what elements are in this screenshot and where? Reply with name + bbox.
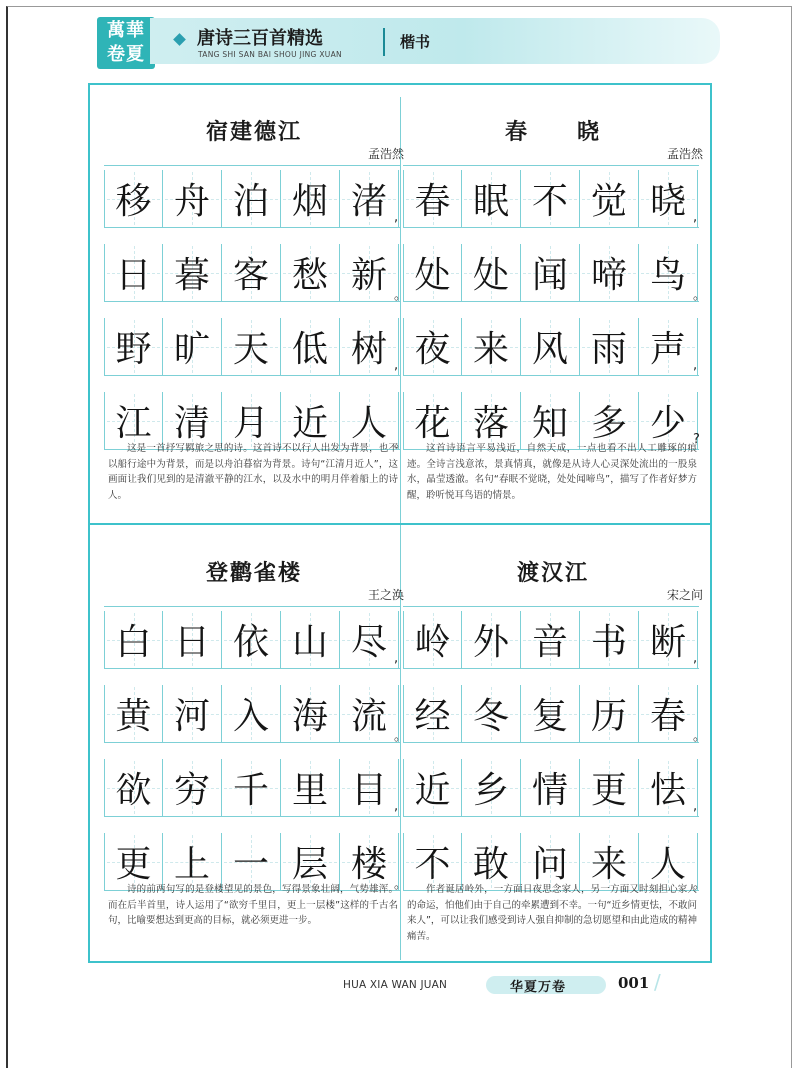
character-cell [163,685,222,742]
character-cell [222,170,281,227]
calligraphy-character: 历 [590,696,627,737]
character-cell [163,244,222,301]
calligraphy-character: 敢 [472,844,509,885]
calligraphy-character: 花 [414,403,451,444]
calligraphy-character: 欲 [115,770,152,811]
calligraphy-character: 处 [414,255,451,296]
character-grid [104,606,408,892]
character-cell [639,685,698,742]
character-cell [281,759,340,816]
calligraphy-character: 山 [291,622,328,663]
character-cell [580,170,639,227]
calligraphy-character: 旷 [173,329,210,370]
script-style-label: 楷书 [400,33,431,51]
calligraphy-character: 春 [414,181,451,222]
calligraphy-character: 更 [115,844,152,885]
footer-pinyin: HUA XIA WAN JUAN [343,979,448,991]
calligraphy-character: 上 [173,844,210,885]
poem-title: 宿建德江 [205,119,302,145]
calligraphy-character: 夜 [414,329,451,370]
calligraphy-character: 觉 [590,181,627,222]
grid-row [403,244,707,303]
punctuation-mark: , [394,210,399,225]
grid-row [403,759,699,817]
character-cell [163,611,222,668]
poem-description: 诗的前两句写的是登楼望见的景色，写得景象壮阔，气势雄浑。而在后半首里，诗人运用了“欲穷千里目，更上一层楼”这样的千古名句，比喻要想达到更高的目标，就必须更进一步。 [108,884,398,926]
page-number: 001 [618,974,650,992]
punctuation-mark: , [693,210,698,225]
calligraphy-character: 天 [232,329,269,370]
character-cell [521,685,580,742]
grid-row [104,685,408,744]
character-cell [403,611,462,668]
calligraphy-character: 落 [472,403,509,444]
calligraphy-character: 多 [590,403,627,444]
character-cell [580,759,639,816]
character-cell [163,170,222,227]
character-cell [403,244,462,301]
calligraphy-character: 野 [115,329,152,370]
calligraphy-character: 楼 [350,844,387,885]
character-cell [281,318,340,375]
character-cell [281,170,340,227]
calligraphy-character: 目 [350,770,387,811]
calligraphy-character: 河 [173,696,210,737]
calligraphy-character: 声 [649,329,686,370]
calligraphy-character: 春 [649,696,686,737]
calligraphy-character: 鸟 [649,255,686,296]
calligraphy-character: 啼 [590,255,627,296]
calligraphy-character: 依 [232,622,269,663]
calligraphy-character: 雨 [590,329,627,370]
footer-slash-decoration: / [654,970,661,994]
calligraphy-character: 一 [232,844,269,885]
grid-row [403,170,699,228]
book-title-pinyin: TANG SHI SAN BAI SHOU JING XUAN [198,50,342,59]
punctuation-mark: 。 [693,729,707,744]
calligraphy-character: 近 [291,403,328,444]
calligraphy-character: 江 [115,403,152,444]
character-grid [104,165,408,451]
character-cell [340,759,399,816]
character-cell [462,318,521,375]
poem-description: 这首诗语言平易浅近，自然天成，一点也看不出人工雕琢的痕迹。全诗言浅意浓，景真情真，就像是从诗人心灵深处流出的一股泉水，晶莹透澈。名句“春眠不觉晓，处处闻啼鸟”，描写了作者好梦方醒，聆听悦耳鸟语的情景。 [407,443,697,501]
character-cell [104,759,163,816]
calligraphy-character: 晓 [649,181,686,222]
grid-row [403,833,707,892]
header-divider [383,28,385,56]
character-cell [521,244,580,301]
calligraphy-character: 眠 [472,181,509,222]
calligraphy-character: 里 [291,770,328,811]
calligraphy-character: 岭 [414,622,451,663]
calligraphy-character: 入 [232,696,269,737]
grid-row [403,318,699,376]
calligraphy-character: 尽 [350,622,387,663]
character-cell [580,685,639,742]
calligraphy-character: 不 [531,181,568,222]
poem-block [104,97,412,501]
calligraphy-character: 闻 [531,255,568,296]
punctuation-mark: ? [693,432,700,447]
character-cell [580,318,639,375]
calligraphy-character: 处 [472,255,509,296]
calligraphy-character: 书 [590,622,627,663]
punctuation-mark: , [394,358,399,373]
grid-row [403,611,699,669]
punctuation-mark: 。 [394,436,408,451]
calligraphy-character: 来 [472,329,509,370]
punctuation-mark: 。 [693,877,707,892]
character-cell [639,318,698,375]
grid-row [104,318,400,376]
calligraphy-character: 泊 [232,181,269,222]
poem-author: 孟浩然 [666,147,703,161]
character-cell [340,318,399,375]
calligraphy-character: 穷 [173,770,210,811]
poem-author: 孟浩然 [367,147,404,161]
character-cell [403,759,462,816]
calligraphy-character: 层 [291,844,328,885]
grid-row [403,392,699,450]
calligraphy-character: 烟 [291,181,328,222]
punctuation-mark: , [693,799,698,814]
logo-line-2: 卷夏 [107,44,145,65]
character-cell [340,170,399,227]
logo-line-1: 萬華 [107,20,145,41]
character-cell [521,759,580,816]
character-cell [403,318,462,375]
character-cell [521,318,580,375]
calligraphy-character: 断 [649,622,686,663]
character-cell [639,759,698,816]
character-cell [104,685,163,742]
character-cell [403,170,462,227]
section-divider [88,523,712,525]
character-cell [340,244,399,301]
poem-author: 宋之问 [666,588,703,602]
character-cell [340,611,399,668]
grid-row [104,759,400,817]
calligraphy-character: 风 [531,329,568,370]
punctuation-mark: , [394,799,399,814]
calligraphy-character: 清 [173,403,210,444]
calligraphy-character: 低 [291,329,328,370]
grid-row [104,244,408,303]
calligraphy-character: 经 [414,696,451,737]
calligraphy-character: 乡 [472,770,509,811]
character-cell [104,611,163,668]
character-cell [462,685,521,742]
calligraphy-character: 情 [531,770,568,811]
calligraphy-character: 日 [173,622,210,663]
calligraphy-character: 海 [291,696,328,737]
publisher-logo [97,17,155,69]
poem-author: 王之涣 [367,588,404,602]
character-cell [462,759,521,816]
calligraphy-character: 外 [472,622,509,663]
character-cell [462,611,521,668]
calligraphy-character: 人 [350,403,387,444]
punctuation-mark: 。 [394,877,408,892]
grid-row [104,833,408,892]
poem-block [104,538,412,926]
character-cell [281,685,340,742]
calligraphy-character: 人 [649,844,686,885]
grid-row [104,611,400,669]
poem-description: 作者诞居岭外，一方面日夜思念家人，另一方面又时刻担心家人的命运，怕他们由于自己的牵累遭到不幸。一句“近乡情更怯，不敢问来人”，可以让我们感受到诗人强自抑制的急切愿望和由此造成的精神痛苦。 [407,884,697,942]
punctuation-mark: 。 [394,729,408,744]
calligraphy-character: 日 [115,255,152,296]
calligraphy-character: 不 [414,844,451,885]
character-cell [521,611,580,668]
poem-title: 春 晓 [504,119,601,145]
footer-brand: 华夏万卷 [510,980,567,995]
character-cell [163,759,222,816]
character-cell [104,170,163,227]
calligraphy-character: 移 [115,181,152,222]
character-cell [163,318,222,375]
calligraphy-character: 更 [590,770,627,811]
character-cell [104,318,163,375]
poem-block [403,97,711,501]
character-cell [222,759,281,816]
calligraphy-character: 新 [350,255,387,296]
punctuation-mark: , [693,358,698,373]
character-cell [639,244,698,301]
calligraphy-character: 问 [531,844,568,885]
calligraphy-character: 来 [590,844,627,885]
calligraphy-character: 愁 [291,255,328,296]
poem-title: 渡汉江 [516,560,589,586]
character-cell [462,244,521,301]
grid-row [104,170,400,228]
punctuation-mark: 。 [693,288,707,303]
character-cell [281,611,340,668]
character-cell [462,170,521,227]
character-cell [639,611,698,668]
calligraphy-character: 怯 [649,770,686,811]
character-cell [521,170,580,227]
character-cell [222,611,281,668]
calligraphy-character: 冬 [472,696,509,737]
punctuation-mark: , [693,651,698,666]
poem-block [403,538,711,942]
calligraphy-character: 复 [531,696,568,737]
calligraphy-character: 黄 [115,696,152,737]
calligraphy-character: 客 [232,255,269,296]
character-grid [403,165,707,447]
calligraphy-character: 渚 [350,181,387,222]
grid-row [104,392,408,451]
character-grid [403,606,707,892]
punctuation-mark: 。 [394,288,408,303]
character-cell [222,244,281,301]
calligraphy-character: 树 [350,329,387,370]
poem-description: 这是一首抒写羁旅之思的诗。这首诗不以行人出发为背景，也不以船行途中为背景，而是以舟泊暮宿为背景。诗句“江清月近人”，这画面让我们见到的是清澈平静的江水，以及水中的明月伴着船上的诗人。 [108,443,398,501]
character-cell [104,244,163,301]
calligraphy-character: 少 [649,403,686,444]
character-cell [340,685,399,742]
book-title: 唐诗三百首精选 [197,28,323,49]
calligraphy-character: 暮 [173,255,210,296]
calligraphy-character: 音 [531,622,568,663]
poem-title: 登鹳雀楼 [205,560,302,586]
calligraphy-character: 月 [232,403,269,444]
calligraphy-character: 知 [531,403,568,444]
calligraphy-character: 舟 [173,181,210,222]
calligraphy-character: 千 [232,770,269,811]
calligraphy-character: 白 [115,622,152,663]
character-cell [403,685,462,742]
character-cell [222,685,281,742]
calligraphy-character: 近 [414,770,451,811]
punctuation-mark: , [394,651,399,666]
character-cell [580,244,639,301]
calligraphy-character: 流 [350,696,387,737]
grid-row [403,685,707,744]
character-cell [580,611,639,668]
character-cell [222,318,281,375]
character-cell [639,170,698,227]
character-cell [281,244,340,301]
